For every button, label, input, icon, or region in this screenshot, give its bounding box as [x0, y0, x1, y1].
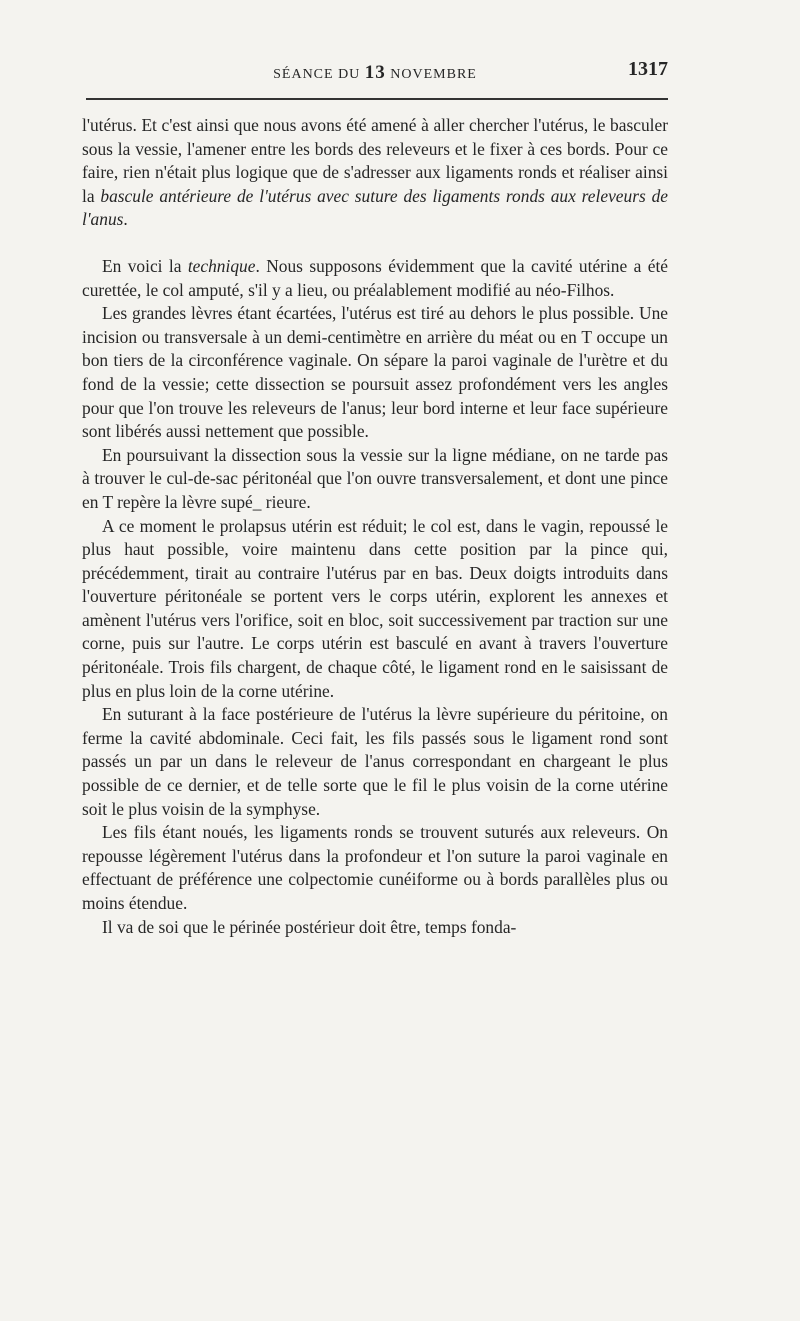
- header-title-day: 13: [364, 62, 386, 83]
- paragraph-1: [82, 114, 668, 232]
- paragraph-1-end: .: [123, 209, 128, 230]
- body-text: [82, 114, 668, 939]
- paragraph-1-italic: bascule antérieure de l'utérus avec suture des ligaments ronds aux releveurs de l'anus: [82, 185, 668, 230]
- paragraph-1-text: l'utérus. Et c'est ainsi que nous avons été amené à aller chercher l'utérus, le basculer sous la vessie, l'amener entre les bords des releveurs et le fixer à ces bords. Pour ce faire, rien n'était plus logique que de s'adresser aux ligaments ronds et réaliser ainsi la: [82, 115, 668, 206]
- page-number: 1317: [628, 58, 668, 80]
- paragraph-2-text: En voici la: [102, 255, 188, 276]
- paragraph-5: A ce moment le prolapsus utérin est réduit; le col est, dans le vagin, repoussé le plus haut possible, voire maintenu dans cette position par la pince qui, précédemment, tirait au contraire l'utérus par en bas. Deux doigts introduits dans l'ouverture péritonéale se portent vers le corps utérin, explorent les annexes et amènent l'utérus vers l'orifice, soit en bloc, soit successivement par traction sur une corne, puis sur l'autre. Le corps utérin est basculé en avant à travers l'ouverture péritonéale. Trois fils chargent, de chaque côté, le ligament rond en le saisissant de plus en plus loin de la corne utérine.: [82, 515, 668, 701]
- paragraph-4: En poursuivant la dissection sous la vessie sur la ligne médiane, on ne tarde pas à trouver le cul-de-sac péritonéal que l'on ouvre transversalement, et dont une pince en T repère la lèvre supé_ rieure.: [82, 444, 668, 512]
- paragraph-6: En suturant à la face postérieure de l'utérus la lèvre supérieure du péritoine, on ferme la cavité abdominale. Ceci fait, les fils passés sous le ligament rond sont passés un par un dans le releveur de l'anus correspondant en chargeant le plus possible de ce dernier, et de telle sorte que le fil le plus voisin de la corne utérine soit le plus voisin de la symphyse.: [82, 704, 668, 819]
- header-title: [82, 62, 668, 84]
- paragraph-7: Les fils étant noués, les ligaments ronds se trouvent suturés aux releveurs. On repousse légèrement l'utérus dans la profondeur et l'on suture la paroi vaginale en effectuant de préférence une colpectomie cunéiforme ou à bords parallèles plus ou moins étendue.: [82, 822, 668, 913]
- running-header: [82, 60, 668, 88]
- paragraph-3: Les grandes lèvres étant écartées, l'utérus est tiré au dehors le plus possible. Une incision ou transversale à un demi-centimètre en arrière du méat ou en T occupe un bon tiers de la circonférence vaginale. On sépare la paroi vaginale de l'urètre et du fond de la vessie; cette dissection se poursuit assez profondément vers les angles pour que l'on trouve les releveurs de l'anus; leur bord interne et leur face supérieure sont libérés aussi nettement que possible.: [82, 303, 668, 442]
- paragraph-8: Il va de soi que le périnée postérieur doit être, temps fonda-: [102, 916, 517, 937]
- paragraph-2-italic: technique: [187, 255, 256, 276]
- header-title-month: NOVEMBRE: [390, 67, 477, 82]
- header-title-prefix: SÉANCE DU: [273, 67, 361, 82]
- header-rule: [86, 98, 668, 100]
- paragraph-2: [82, 255, 668, 302]
- paragraph-2-end: . Nous supposons évidemment que la cavité utérine a été curettée, le col amputé, s'il y a lieu, ou préalablement modifié au néo-Filhos.: [82, 255, 668, 300]
